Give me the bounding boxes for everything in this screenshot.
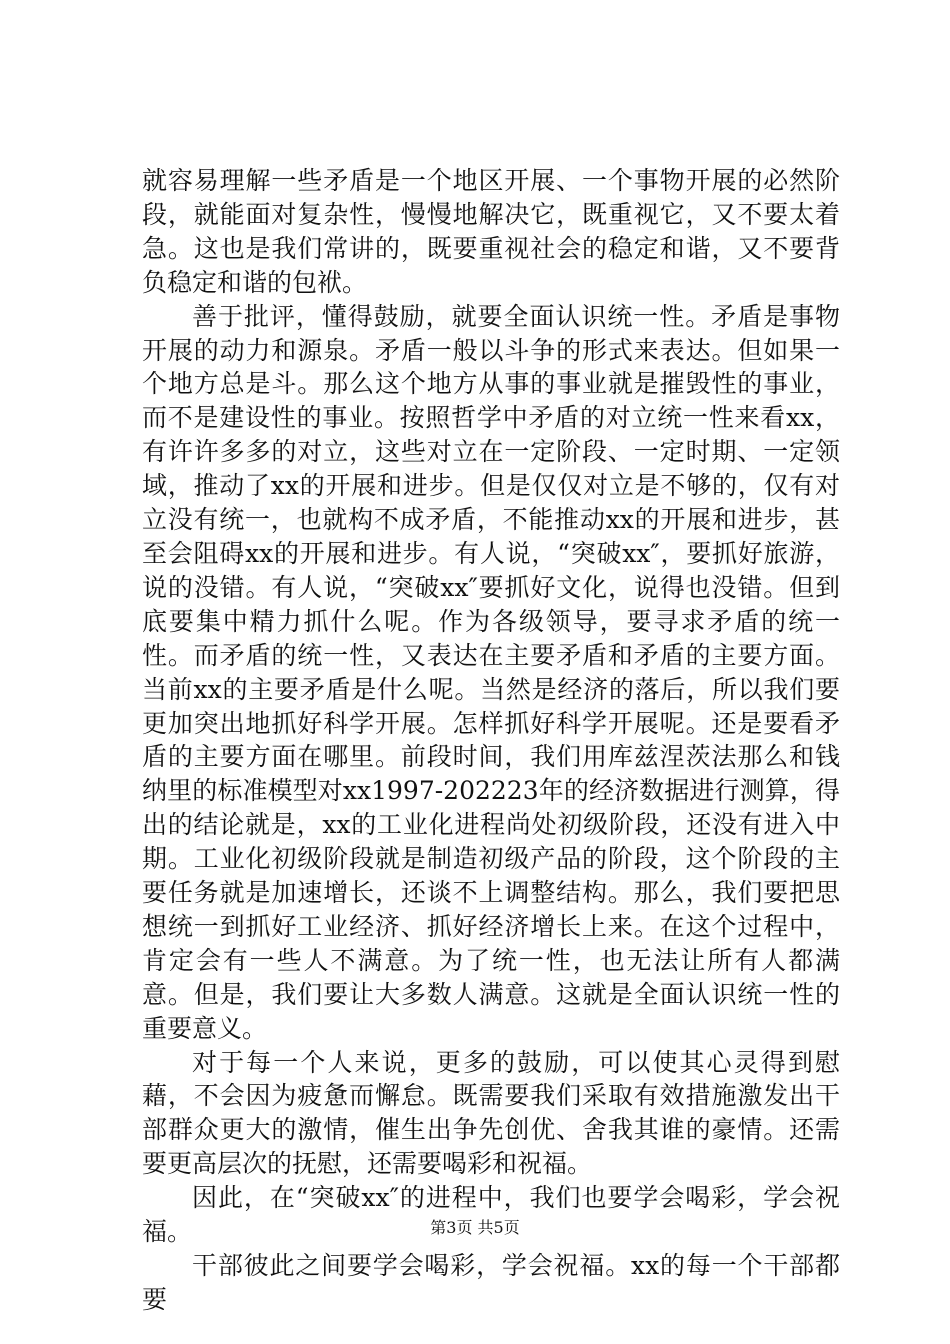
page-number: 第3页 共5页 [430,1218,520,1237]
paragraph-3: 对于每一个人来说，更多的鼓励，可以使其心灵得到慰藉，不会因为疲惫而懈怠。既需要我们采取有效措施激发出干部群众更大的激情，催生出争先创优、舍我其谁的豪情。还需要更高层次的抚慰，还需要喝彩和祝福。 [142,1047,840,1179]
document-body [142,164,840,1317]
paragraph-2: 善于批评，懂得鼓励，就要全面认识统一性。矛盾是事物开展的动力和源泉。矛盾一般以斗争的形式来表达。但如果一个地方总是斗。那么这个地方从事的事业就是摧毁性的事业，而不是建设性的事业。按照哲学中矛盾的对立统一性来看xx，有许许多多的对立，这些对立在一定阶段、一定时期、一定领域，推动了xx的开展和进步。但是仅仅对立是不够的，仅有对立没有统一，也就构不成矛盾，不能推动xx的开展和进步，甚至会阻碍xx的开展和进步。有人说，“突破xx″，要抓好旅游，说的没错。有人说，“突破xx″要抓好文化，说得也没错。但到底要集中精力抓什么呢。作为各级领导，要寻求矛盾的统一性。而矛盾的统一性，又表达在主要矛盾和矛盾的主要方面。当前xx的主要矛盾是什么呢。当然是经济的落后，所以我们要更加突出地抓好科学开展。怎样抓好科学开展呢。还是要看矛盾的主要方面在哪里。前段时间，我们用库兹涅茨法那么和钱纳里的标准模型对xx1997-202223年的经济数据进行测算，得出的结论就是，xx的工业化进程尚处初级阶段，还没有进入中期。工业化初级阶段就是制造初级产品的阶段，这个阶段的主要任务就是加速增长，还谈不上调整结构。那么，我们要把思想统一到抓好工业经济、抓好经济增长上来。在这个过程中，肯定会有一些人不满意。为了统一性，也无法让所有人都满意。但是，我们要让大多数人满意。这就是全面认识统一性的重要意义。 [142,301,840,1043]
paragraph-1: 就容易理解一些矛盾是一个地区开展、一个事物开展的必然阶段，就能面对复杂性，慢慢地解决它，既重视它，又不要太着急。这也是我们常讲的，既要重视社会的稳定和谐，又不要背负稳定和谐的包袱。 [142,166,840,297]
page-footer [0,1217,950,1239]
paragraph-4: 因此，在“突破xx″的进程中，我们也要学会喝彩，学会祝福。 [142,1183,840,1247]
paragraph-5: 干部彼此之间要学会喝彩，学会祝福。xx的每一个干部都要 [142,1251,840,1314]
